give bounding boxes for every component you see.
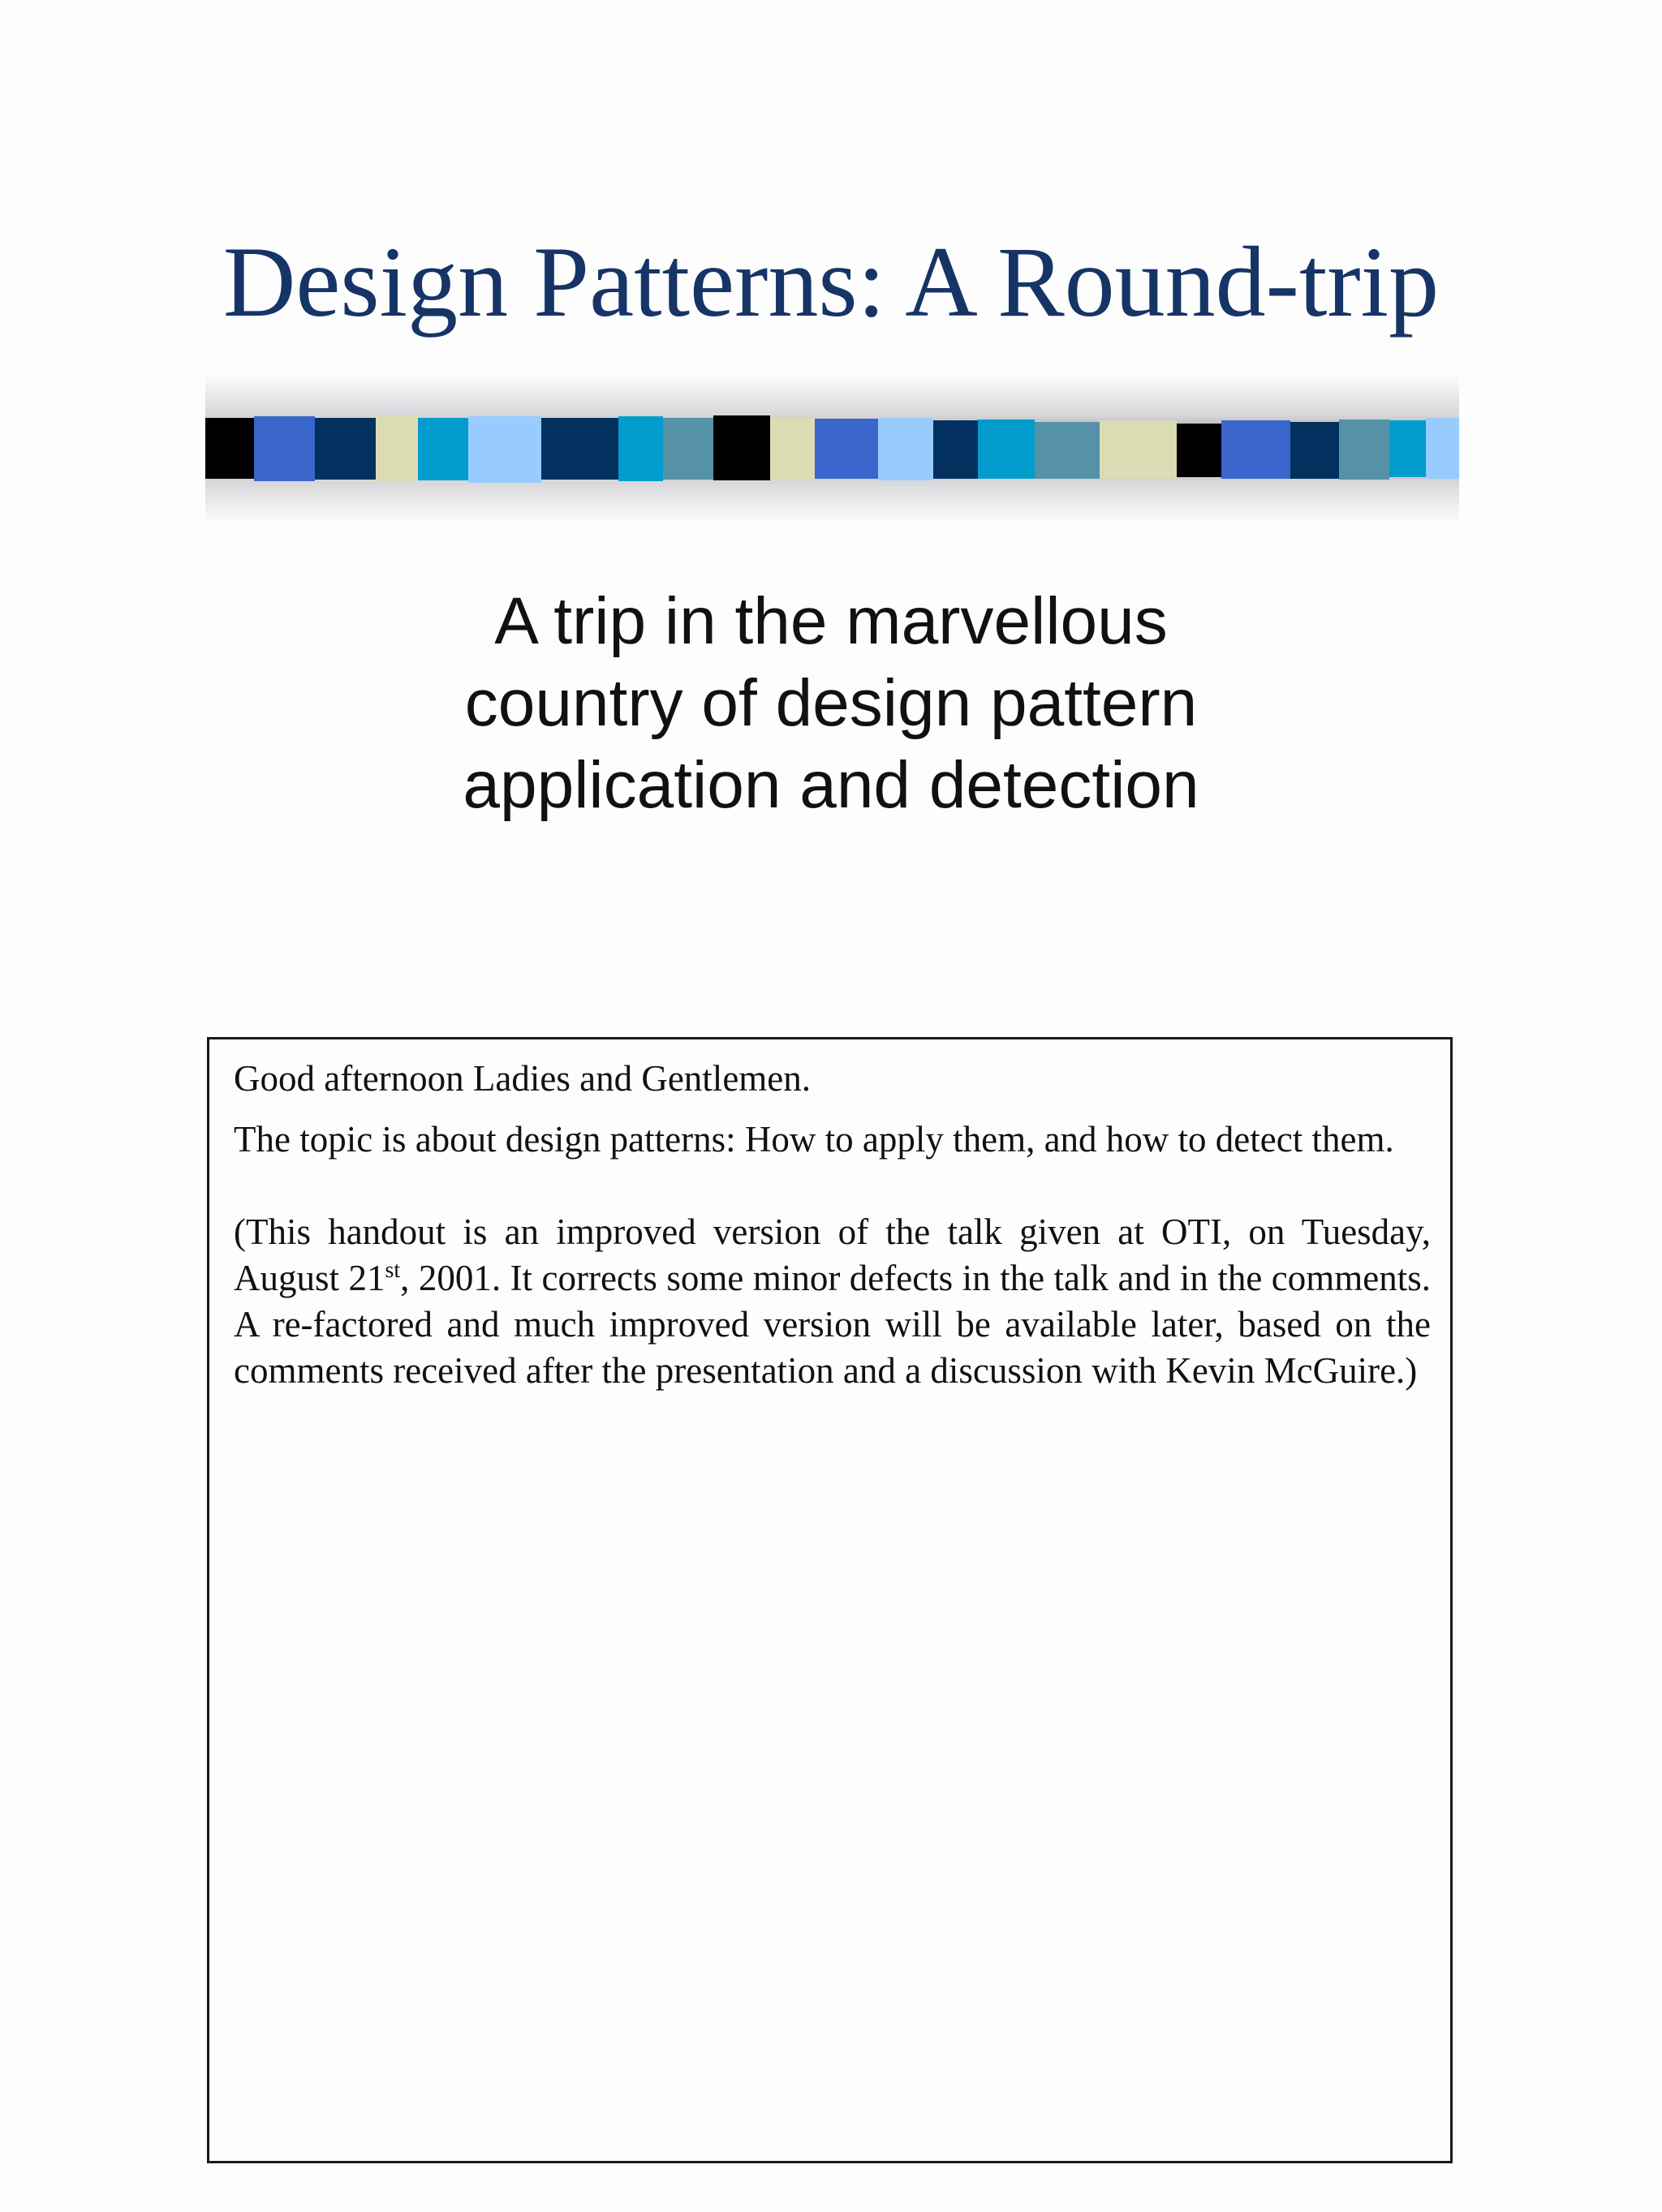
- subtitle-line: application and detection: [463, 748, 1199, 822]
- banner-block: [978, 420, 1035, 479]
- banner-block: [770, 418, 815, 480]
- banner-block: [205, 418, 254, 479]
- banner-block: [315, 418, 376, 480]
- banner-block: [1177, 424, 1221, 477]
- banner-blocks: [205, 373, 1459, 523]
- banner-block: [618, 416, 663, 481]
- banner-block: [1221, 420, 1290, 479]
- banner-block: [468, 416, 541, 483]
- banner-block: [418, 418, 468, 480]
- slide-subtitle: [0, 580, 1662, 826]
- banner-block: [1290, 422, 1339, 479]
- banner-block: [663, 418, 713, 480]
- banner-block: [1389, 420, 1426, 477]
- notes-text: , 2001. It corrects some minor defects in the talk and in the comments. A re-factored and much improved version will be available later, based on the comments received after the presentation and a discussion with Kevin McGuire.): [234, 1258, 1431, 1391]
- decorative-banner: [205, 373, 1459, 523]
- banner-block: [376, 415, 418, 482]
- banner-block: [541, 418, 618, 480]
- notes-paragraph: The topic is about design patterns: How to apply them, and how to detect them.: [234, 1119, 1394, 1160]
- subtitle-line: A trip in the marvellous: [494, 584, 1168, 658]
- banner-block: [713, 415, 770, 480]
- banner-block: [254, 416, 315, 481]
- banner-block: [1035, 422, 1100, 479]
- notes-text: (This handout is an improved version of the talk given at OTI, on Tuesday, August 21: [234, 1211, 1431, 1298]
- banner-block: [878, 418, 933, 480]
- notes-paragraph: Good afternoon Ladies and Gentlemen.: [234, 1058, 812, 1099]
- banner-block: [1339, 420, 1389, 480]
- banner-block: [815, 419, 878, 479]
- notes-paragraph: [234, 1209, 1431, 1394]
- slide-title: Design Patterns: A Round-trip: [222, 226, 1440, 338]
- speaker-notes-box: [207, 1037, 1453, 2163]
- banner-block: [1426, 418, 1459, 479]
- speaker-notes: [234, 1056, 1431, 1394]
- banner-block: [1100, 420, 1177, 479]
- subtitle-line: country of design pattern: [464, 666, 1198, 740]
- ordinal-suffix: st: [385, 1258, 401, 1283]
- banner-block: [933, 420, 978, 479]
